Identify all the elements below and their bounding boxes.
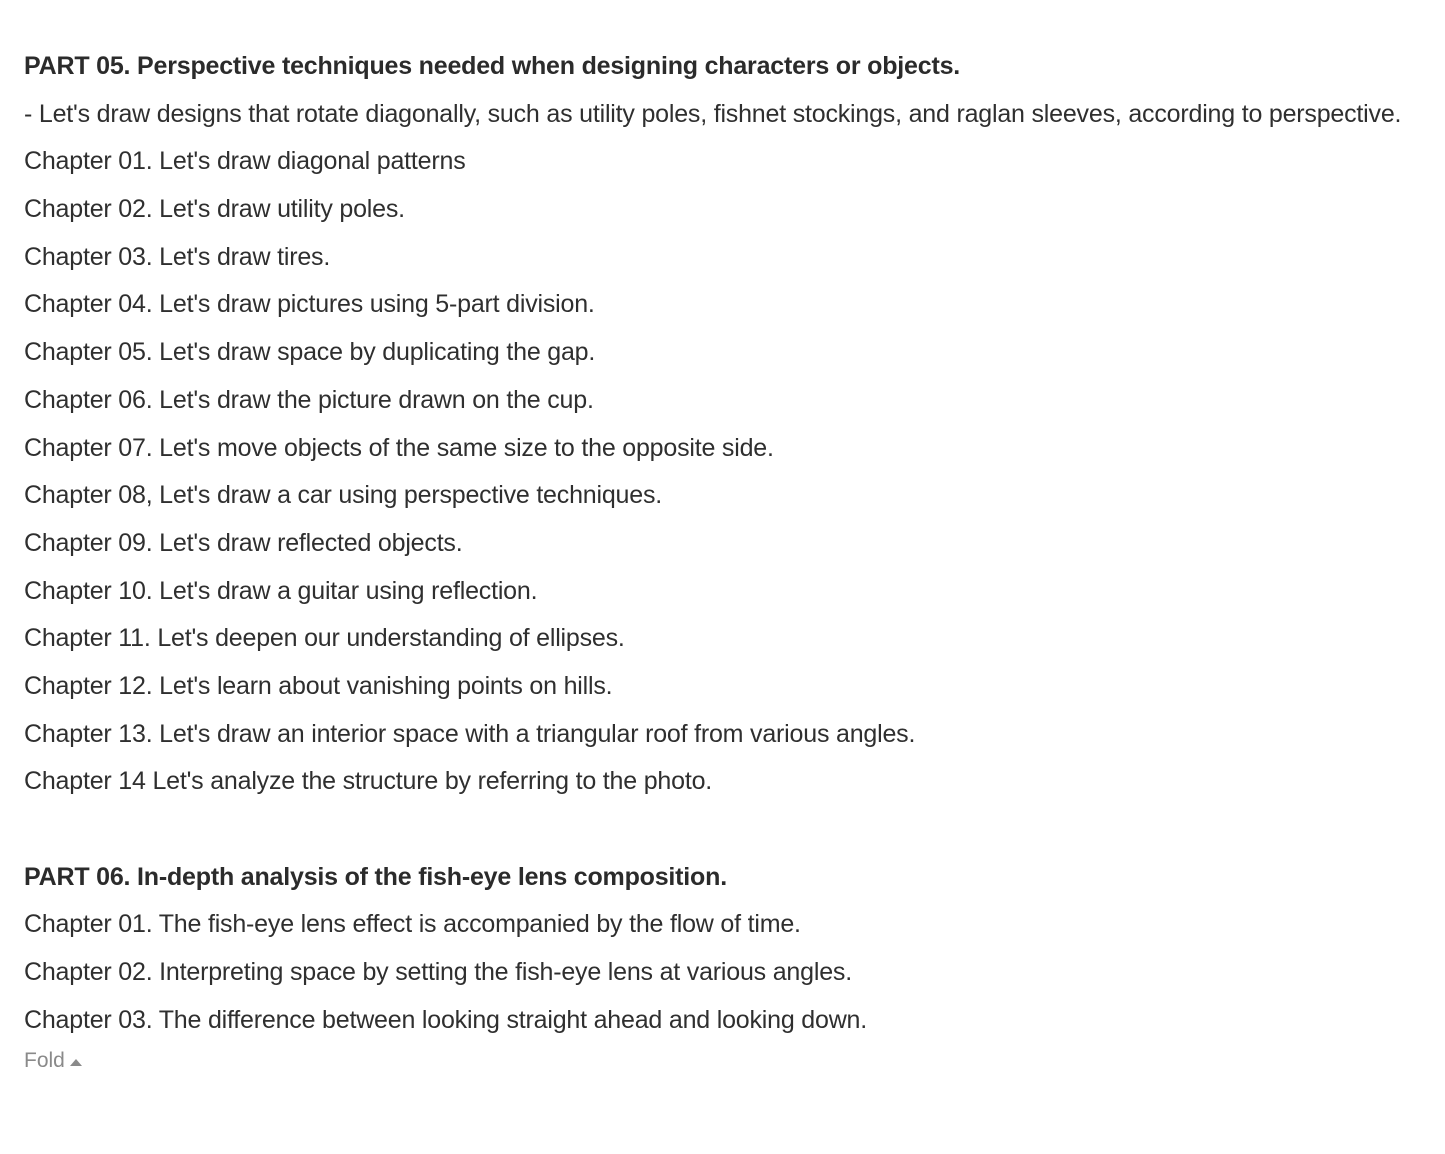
chapter-item: Chapter 05. Let's draw space by duplicating the gap. — [24, 338, 596, 367]
chapter-item: Chapter 04. Let's draw pictures using 5-part division. — [24, 290, 595, 319]
fold-label: Fold — [24, 1049, 65, 1073]
chapter-item: Chapter 07. Let's move objects of the same size to the opposite side. — [24, 433, 774, 462]
part-05-intro: - Let's draw designs that rotate diagonally, such as utility poles, fishnet stockings, and raglan sleeves, according to perspective. — [24, 99, 1402, 128]
part-06-title: PART 06. In-depth analysis of the fish-eye lens composition. — [24, 862, 727, 891]
chapter-item: Chapter 12. Let's learn about vanishing points on hills. — [24, 671, 613, 700]
chapter-item: Chapter 01. Let's draw diagonal patterns — [24, 147, 466, 176]
chapter-item: Chapter 03. Let's draw tires. — [24, 242, 331, 271]
section-spacer — [24, 806, 1424, 854]
chapter-item: Chapter 11. Let's deepen our understanding of ellipses. — [24, 624, 625, 653]
chapter-item: Chapter 01. The fish-eye lens effect is accompanied by the flow of time. — [24, 910, 801, 939]
chapter-item: Chapter 02. Let's draw utility poles. — [24, 195, 405, 224]
chapter-item: Chapter 14 Let's analyze the structure by referring to the photo. — [24, 767, 713, 796]
chapter-item: Chapter 08, Let's draw a car using perspective techniques. — [24, 481, 662, 510]
fold-button[interactable] — [24, 1046, 82, 1076]
part-05-section — [24, 43, 1424, 806]
chapter-item: Chapter 03. The difference between looking straight ahead and looking down. — [24, 1005, 868, 1034]
triangle-up-icon — [70, 1059, 82, 1066]
chapter-item: Chapter 09. Let's draw reflected objects. — [24, 528, 463, 557]
chapter-item: Chapter 06. Let's draw the picture drawn on the cup. — [24, 385, 594, 414]
part-05-title: PART 05. Perspective techniques needed when designing characters or objects. — [24, 52, 961, 80]
chapter-item: Chapter 02. Interpreting space by setting the fish-eye lens at various angles. — [24, 958, 852, 987]
part-06-section — [24, 854, 1424, 1045]
chapter-item: Chapter 10. Let's draw a guitar using reflection. — [24, 576, 538, 605]
curriculum-content — [24, 43, 1424, 1076]
chapter-item: Chapter 13. Let's draw an interior space with a triangular roof from various angles. — [24, 719, 916, 748]
